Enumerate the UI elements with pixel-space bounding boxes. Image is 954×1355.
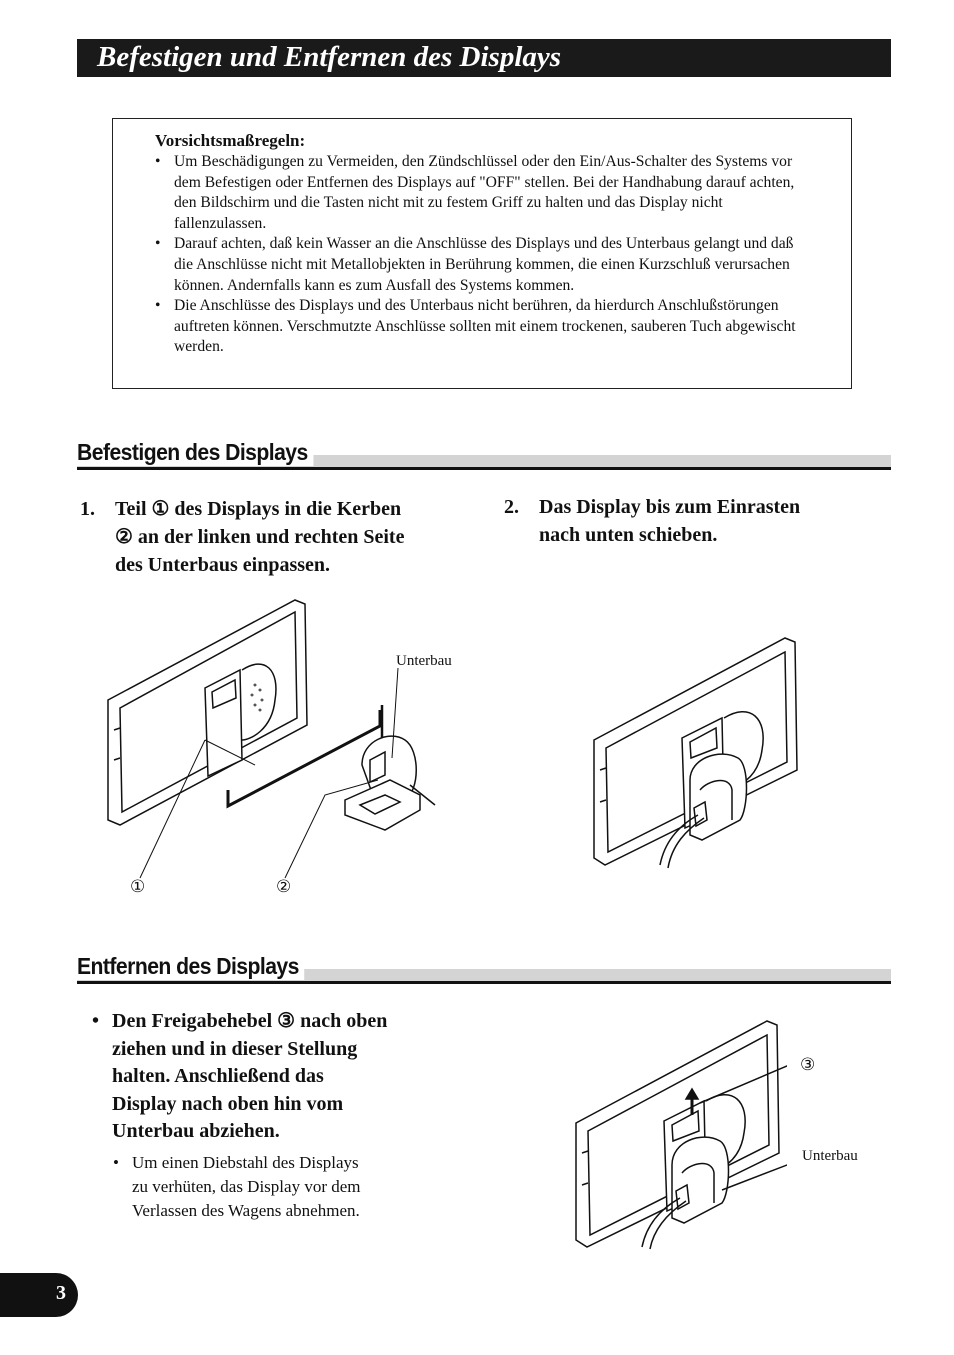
page-number: 3: [56, 1282, 66, 1304]
step-1-line: Teil ① des Displays in die Kerben: [115, 498, 402, 520]
caution-item: • Um Beschädigungen zu Vermeiden, den Zündschlüssel oder den Ein/Aus-Schalter des Systems vor dem Befestigen oder Entfernen des Displays auf "OFF" stellen. Bei der Handhabung darauf achten, den Bildschirm und die Tasten nicht mit zu festem Griff zu halten und das Display nicht fallenzulassen.: [155, 152, 815, 234]
remove-line: ziehen und in dieser Stellung: [112, 1037, 358, 1060]
remove-line: halten. Anschließend das: [112, 1065, 324, 1087]
caution-heading: Vorsichtsmaßregeln:: [155, 131, 306, 150]
page-title: Befestigen und Entfernen des Displays: [97, 41, 562, 73]
step-2-line: nach unten schieben.: [539, 524, 718, 546]
title-bar: [77, 39, 891, 77]
caution-item: • Die Anschlüsse des Displays und des Unterbaus nicht berühren, da hierdurch Anschlußstörungen auftreten können. Verschmutzte Anschlüsse sollten mit einem trockenen, sauberen Tuch abgewischt werden.: [155, 296, 815, 358]
step-1-line: ② an der linken und rechten Seite: [115, 526, 405, 548]
page-number-tab: [0, 1273, 78, 1317]
callout-1: ①: [130, 877, 146, 896]
step-2-line: Das Display bis zum Einrasten: [539, 496, 801, 518]
remove-line: Display nach oben hin vom: [112, 1092, 344, 1115]
caution-box: [112, 118, 852, 389]
remove-line: Unterbau abziehen.: [112, 1120, 280, 1142]
callout-2: ②: [276, 877, 292, 896]
remove-note-line: zu verhüten, das Display vor dem: [132, 1177, 361, 1196]
figure-attached-illustration: [590, 630, 800, 870]
remove-note-line: Um einen Diebstahl des Displays: [132, 1153, 359, 1172]
caution-list: [155, 152, 815, 358]
figure-1-caption: Unterbau: [396, 653, 452, 669]
figure-1-leader-lines: [130, 640, 460, 890]
remove-note-line: Verlassen des Wagens abnehmen.: [132, 1201, 360, 1220]
remove-line: Den Freigabehebel ③ nach oben: [112, 1010, 388, 1032]
section-heading-remove: Entfernen des Displays: [77, 955, 891, 985]
step-1-line: des Unterbaus einpassen.: [115, 554, 331, 576]
callout-3: ③: [800, 1055, 816, 1074]
figure-3-caption: Unterbau: [802, 1148, 858, 1164]
section-heading-attach: Befestigen des Displays: [77, 441, 891, 471]
figure-remove-illustration: [572, 1015, 787, 1250]
caution-item: • Darauf achten, daß kein Wasser an die Anschlüsse des Displays und des Unterbaus gelangt und daß die Anschlüsse nicht mit Metallobjekten in Berührung kommen, die einen Kurzschluß verursachen können. Andernfalls kann es zum Ausfall des Systems kommen.: [155, 234, 815, 296]
